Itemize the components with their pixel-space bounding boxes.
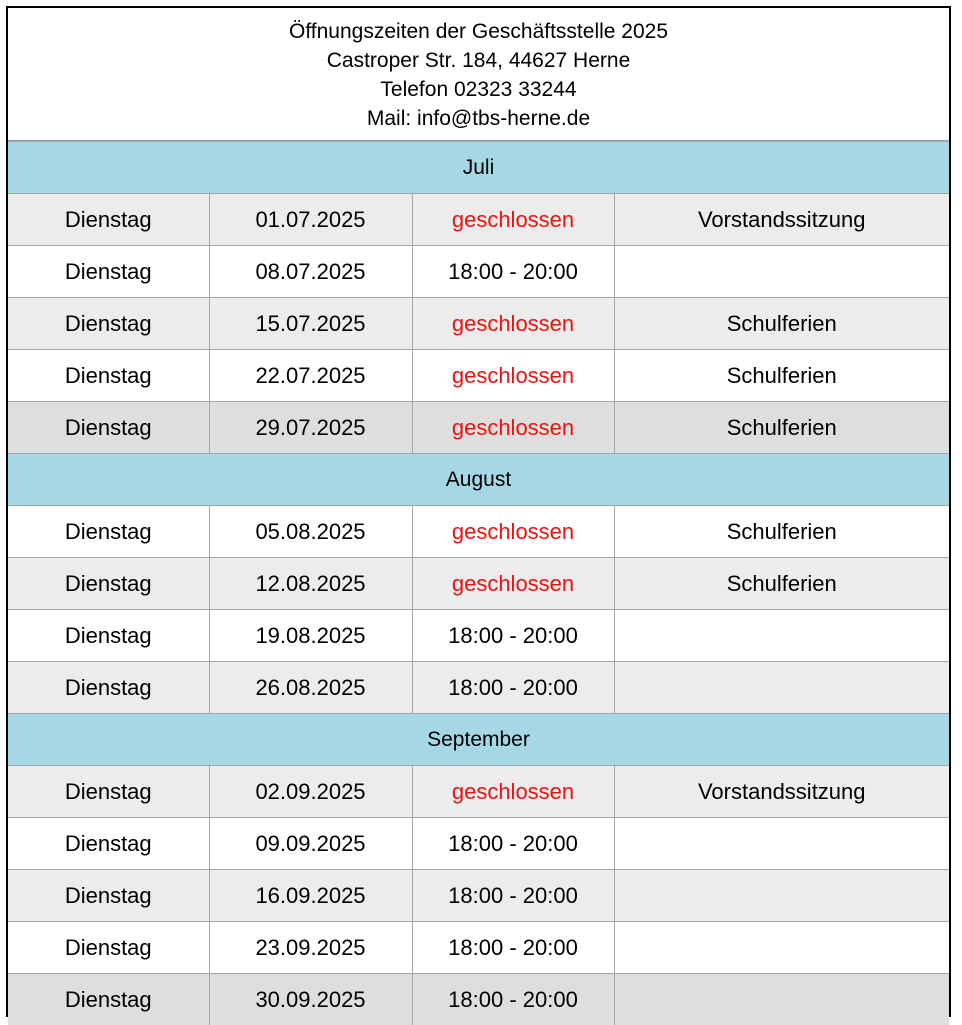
- month-header-row: [8, 454, 949, 506]
- note-cell: [614, 870, 949, 922]
- header-address: Castroper Str. 184, 44627 Herne: [327, 46, 631, 75]
- date-cell: 05.08.2025: [209, 506, 412, 558]
- note-cell: [614, 922, 949, 974]
- day-cell: Dienstag: [8, 610, 209, 662]
- time-cell: 18:00 - 20:00: [412, 922, 614, 974]
- table-row: [8, 870, 949, 922]
- table-row: [8, 350, 949, 402]
- time-cell: 18:00 - 20:00: [412, 870, 614, 922]
- table-row: [8, 974, 949, 1025]
- day-cell: Dienstag: [8, 402, 209, 454]
- date-cell: 16.09.2025: [209, 870, 412, 922]
- date-cell: 29.07.2025: [209, 402, 412, 454]
- schedule-sheet: [6, 6, 951, 1017]
- date-cell: 26.08.2025: [209, 662, 412, 714]
- time-cell: geschlossen: [412, 506, 614, 558]
- note-cell: [614, 610, 949, 662]
- date-cell: 15.07.2025: [209, 298, 412, 350]
- day-cell: Dienstag: [8, 662, 209, 714]
- date-cell: 02.09.2025: [209, 766, 412, 818]
- table-row: [8, 662, 949, 714]
- table-row: [8, 818, 949, 870]
- date-cell: 22.07.2025: [209, 350, 412, 402]
- header-title: Öffnungszeiten der Geschäftsstelle 2025: [289, 17, 668, 46]
- day-cell: Dienstag: [8, 298, 209, 350]
- date-cell: 08.07.2025: [209, 246, 412, 298]
- time-cell: 18:00 - 20:00: [412, 246, 614, 298]
- time-cell: geschlossen: [412, 402, 614, 454]
- table-row: [8, 610, 949, 662]
- header-phone: Telefon 02323 33244: [380, 75, 576, 104]
- table-row: [8, 402, 949, 454]
- table-row: [8, 558, 949, 610]
- note-cell: Schulferien: [614, 298, 949, 350]
- table-row: [8, 922, 949, 974]
- day-cell: Dienstag: [8, 558, 209, 610]
- time-cell: geschlossen: [412, 558, 614, 610]
- day-cell: Dienstag: [8, 350, 209, 402]
- month-header-row: [8, 142, 949, 194]
- day-cell: Dienstag: [8, 870, 209, 922]
- month-name: August: [8, 454, 949, 506]
- day-cell: Dienstag: [8, 766, 209, 818]
- day-cell: Dienstag: [8, 974, 209, 1025]
- time-cell: 18:00 - 20:00: [412, 974, 614, 1025]
- note-cell: Schulferien: [614, 558, 949, 610]
- time-cell: geschlossen: [412, 298, 614, 350]
- date-cell: 30.09.2025: [209, 974, 412, 1025]
- day-cell: Dienstag: [8, 506, 209, 558]
- note-cell: Schulferien: [614, 506, 949, 558]
- table-row: [8, 246, 949, 298]
- time-cell: 18:00 - 20:00: [412, 662, 614, 714]
- date-cell: 09.09.2025: [209, 818, 412, 870]
- time-cell: geschlossen: [412, 350, 614, 402]
- day-cell: Dienstag: [8, 818, 209, 870]
- note-cell: Schulferien: [614, 350, 949, 402]
- day-cell: Dienstag: [8, 922, 209, 974]
- date-cell: 12.08.2025: [209, 558, 412, 610]
- month-header-row: [8, 714, 949, 766]
- table-row: [8, 766, 949, 818]
- time-cell: geschlossen: [412, 194, 614, 246]
- note-cell: Vorstandssitzung: [614, 766, 949, 818]
- table-row: [8, 506, 949, 558]
- schedule-header: [8, 8, 949, 141]
- table-row: [8, 298, 949, 350]
- date-cell: 19.08.2025: [209, 610, 412, 662]
- day-cell: Dienstag: [8, 246, 209, 298]
- note-cell: [614, 974, 949, 1025]
- month-name: Juli: [8, 142, 949, 194]
- note-cell: [614, 662, 949, 714]
- time-cell: 18:00 - 20:00: [412, 818, 614, 870]
- note-cell: Vorstandssitzung: [614, 194, 949, 246]
- schedule-table: [8, 141, 949, 1025]
- time-cell: geschlossen: [412, 766, 614, 818]
- date-cell: 23.09.2025: [209, 922, 412, 974]
- note-cell: [614, 818, 949, 870]
- month-name: September: [8, 714, 949, 766]
- time-cell: 18:00 - 20:00: [412, 610, 614, 662]
- day-cell: Dienstag: [8, 194, 209, 246]
- date-cell: 01.07.2025: [209, 194, 412, 246]
- table-row: [8, 194, 949, 246]
- note-cell: Schulferien: [614, 402, 949, 454]
- header-mail: Mail: info@tbs-herne.de: [367, 104, 590, 133]
- note-cell: [614, 246, 949, 298]
